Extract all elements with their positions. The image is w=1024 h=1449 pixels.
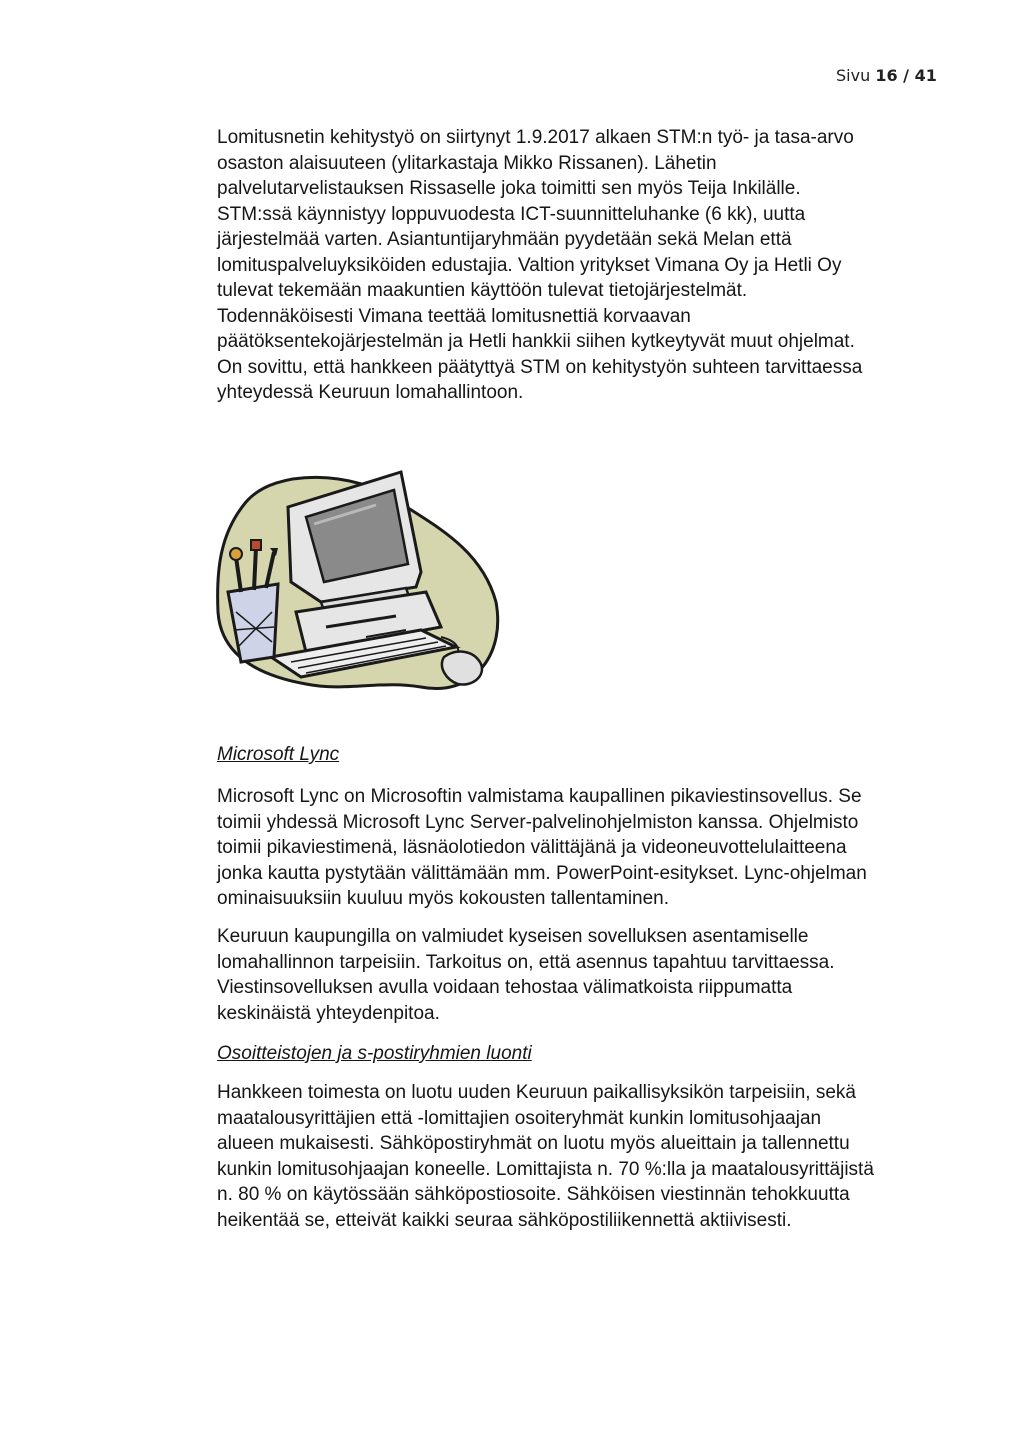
lync-paragraph-2 bbox=[217, 924, 835, 1026]
text-line: lomituspalveluyksiköiden edustajia. Valtion yritykset Vimana Oy ja Hetli Oy bbox=[217, 254, 842, 276]
text-line: Viestinsovelluksen avulla voidaan tehostaa välimatkoista riippumatta bbox=[217, 977, 793, 998]
text-line: yhteydessä Keuruun lomahallintoon. bbox=[217, 382, 524, 403]
text-line: palvelutarvelistauksen Rissaselle joka toimitti sen myös Teija Inkilälle. bbox=[217, 178, 801, 199]
text-line: kunkin lomitusohjaajan koneelle. Lomittajista n. 70 %:lla ja maatalousyrittäjistä bbox=[217, 1158, 874, 1180]
groups-paragraph bbox=[217, 1080, 874, 1233]
text-line: ominaisuuksiin kuuluu myös kokousten tallentaminen. bbox=[217, 888, 670, 909]
computer-clipart-icon bbox=[206, 452, 506, 712]
text-line: keskinäistä yhteydenpitoa. bbox=[217, 1002, 440, 1024]
text-line: päätöksentekojärjestelmän ja Hetli hankkii siihen kytkeytyvät muut ohjelmat. bbox=[217, 331, 855, 352]
text-line: Todennäköisesti Vimana teettää lomitusnettiä korvaavan bbox=[217, 305, 691, 327]
page-total: 41 bbox=[914, 66, 937, 85]
page-separator: / bbox=[897, 66, 915, 85]
text-line: toimii pikaviestimenä, läsnäolotiedon välittäjänä ja videoneuvottelulaitteena bbox=[217, 837, 847, 858]
text-line: Microsoft Lync on Microsoftin valmistama kaupallinen pikaviestinsovellus. Se bbox=[217, 786, 862, 807]
text-line: Hankkeen toimesta on luotu uuden Keuruun paikallisyksikön tarpeisiin, sekä bbox=[217, 1082, 856, 1103]
intro-paragraph bbox=[217, 125, 862, 406]
section-heading-lync: Microsoft Lync bbox=[217, 744, 340, 765]
lync-paragraph-1 bbox=[217, 784, 867, 912]
text-line: tulevat tekemään maakuntien käyttöön tulevat tietojärjestelmät. bbox=[217, 280, 748, 301]
text-line: lomahallinnon tarpeisiin. Tarkoitus on, että asennus tapahtuu tarvittaessa. bbox=[217, 951, 835, 973]
text-line: toimii yhdessä Microsoft Lync Server-palvelinohjelmiston kanssa. Ohjelmisto bbox=[217, 811, 859, 833]
page-prefix: Sivu bbox=[836, 66, 871, 85]
text-line: maatalousyrittäjien että -lomittajien osoiteryhmät kunkin lomitusohjaajan bbox=[217, 1107, 822, 1129]
text-line: On sovittu, että hankkeen päätyttyä STM on kehitystyön suhteen tarvittaessa bbox=[217, 356, 863, 378]
text-line: heikentää se, etteivät kaikki seuraa sähköpostiliikennettä aktiivisesti. bbox=[217, 1209, 792, 1231]
text-line: järjestelmää varten. Asiantuntijaryhmään pyydetään sekä Melan että bbox=[217, 229, 792, 250]
text-line: alueen mukaisesti. Sähköpostiryhmät on luotu myös alueittain ja tallennettu bbox=[217, 1133, 850, 1154]
text-line: Lomitusnetin kehitystyö on siirtynyt 1.9.2017 alkaen STM:n työ- ja tasa-arvo bbox=[217, 127, 854, 148]
text-line: Keuruun kaupungilla on valmiudet kyseisen sovelluksen asentamiselle bbox=[217, 926, 809, 947]
page-current: 16 bbox=[875, 66, 898, 85]
text-line: osaston alaisuuteen (ylitarkastaja Mikko Rissanen). Lähetin bbox=[217, 152, 717, 174]
section-heading-groups: Osoitteistojen ja s-postiryhmien luonti bbox=[217, 1043, 532, 1064]
text-line: STM:ssä käynnistyy loppuvuodesta ICT-suunnitteluhanke (6 kk), uutta bbox=[217, 203, 806, 225]
text-line: jonka kautta pystytään välittämään mm. PowerPoint-esitykset. Lync-ohjelman bbox=[217, 862, 867, 884]
page-number bbox=[836, 66, 937, 85]
text-line: n. 80 % on käytössään sähköpostiosoite. Sähköisen viestinnän tehokkuutta bbox=[217, 1184, 850, 1205]
